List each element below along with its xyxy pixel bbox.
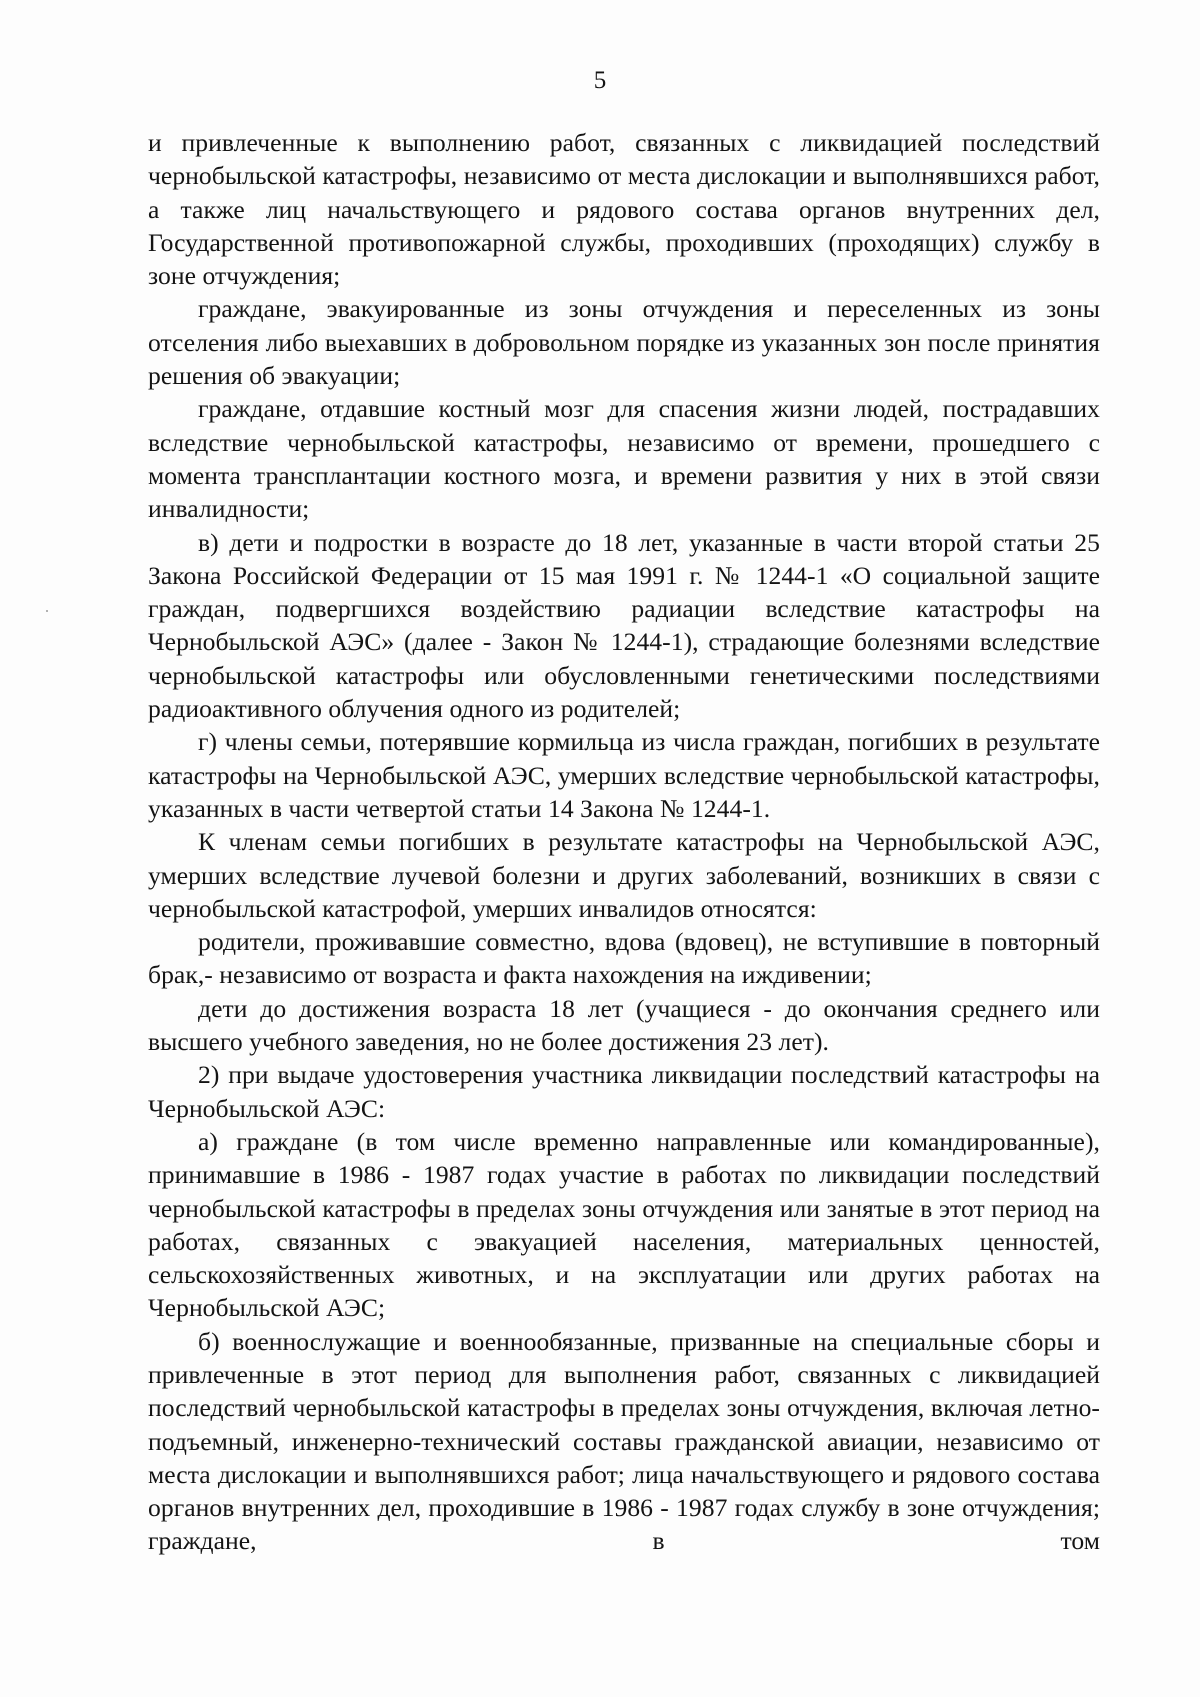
paragraph-1: и привлеченные к выполнению работ, связанных с ликвидацией последствий чернобыльской катастрофы, независимо от места дислокации и выполнявшихся работ, а также лиц начальствующего и рядового состава органов внутренних дел, Государственной противопожарной службы, проходивших (проходящих) службу в зоне отчуждения; bbox=[148, 128, 1100, 291]
paragraph-6: К членам семьи погибших в результате катастрофы на Чернобыльской АЭС, умерших вследствие лучевой болезни и других заболеваний, возникших в связи с чернобыльской катастрофой, умерших инвалидов относятся: bbox=[148, 827, 1100, 923]
paragraph-9: 2) при выдаче удостоверения участника ликвидации последствий катастрофы на Чернобыльской АЭС: bbox=[148, 1060, 1100, 1123]
document-body bbox=[148, 126, 1100, 1558]
paragraph-5: г) члены семьи, потерявшие кормильца из числа граждан, погибших в результате катастрофы на Чернобыльской АЭС, умерших вследствие чернобыльской катастрофы, указанных в части четвертой статьи 14 Закона № 1244-1. bbox=[148, 727, 1100, 823]
paragraph-7: родители, проживавшие совместно, вдова (вдовец), не вступившие в повторный брак,- независимо от возраста и факта нахождения на иждивении; bbox=[148, 927, 1100, 990]
paragraph-4: в) дети и подростки в возрасте до 18 лет, указанные в части второй статьи 25 Закона Российской Федерации от 15 мая 1991 г. № 1244-1 «О социальной защите граждан, подвергшихся воздействию радиации вследствие катастрофы на Чернобыльской АЭС» (далее - Закон № 1244-1), страдающие болезнями вследствие чернобыльской катастрофы или обусловленными генетическими последствиями радиоактивного облучения одного из родителей; bbox=[148, 527, 1100, 724]
scan-speck bbox=[46, 610, 48, 612]
page-number: 5 bbox=[593, 67, 607, 94]
paragraph-8: дети до достижения возраста 18 лет (учащиеся - до окончания среднего или высшего учебного заведения, но не более достижения 23 лет). bbox=[148, 993, 1100, 1057]
paragraph-10: а) граждане (в том числе временно направленные или командированные), принимавшие в 1986 - 1987 годах участие в работах по ликвидации последствий чернобыльской катастрофы в пределах зоны отчуждения или занятые в этот период на работах, связанных с эвакуацией населения, материальных ценностей, сельскохозяйственных животных, и на эксплуатации или других работах на Чернобыльской АЭС; bbox=[148, 1126, 1100, 1323]
paragraph-3: граждане, отдавшие костный мозг для спасения жизни людей, пострадавших вследствие чернобыльской катастрофы, независимо от времени, прошедшего с момента трансплантации костного мозга, и времени развития у них в этой связи инвалидности; bbox=[148, 394, 1100, 524]
paragraph-2: граждане, эвакуированные из зоны отчуждения и переселенных из зоны отселения либо выехавших в добровольном порядке из указанных зон после принятия решения об эвакуации; bbox=[148, 294, 1100, 391]
paragraph-11: б) военнослужащие и военнообязанные, призванные на специальные сборы и привлеченные в этот период для выполнения работ, связанных с ликвидацией последствий чернобыльской катастрофы в пределах зоны отчуждения, включая летно-подъемный, инженерно-технический составы гражданской авиации, независимо от места дислокации и выполнявшихся работ; лица начальствующего и рядового состава органов внутренних дел, проходившие в 1986 - 1987 годах службу в зоне отчуждения; граждане, в том bbox=[148, 1326, 1100, 1556]
